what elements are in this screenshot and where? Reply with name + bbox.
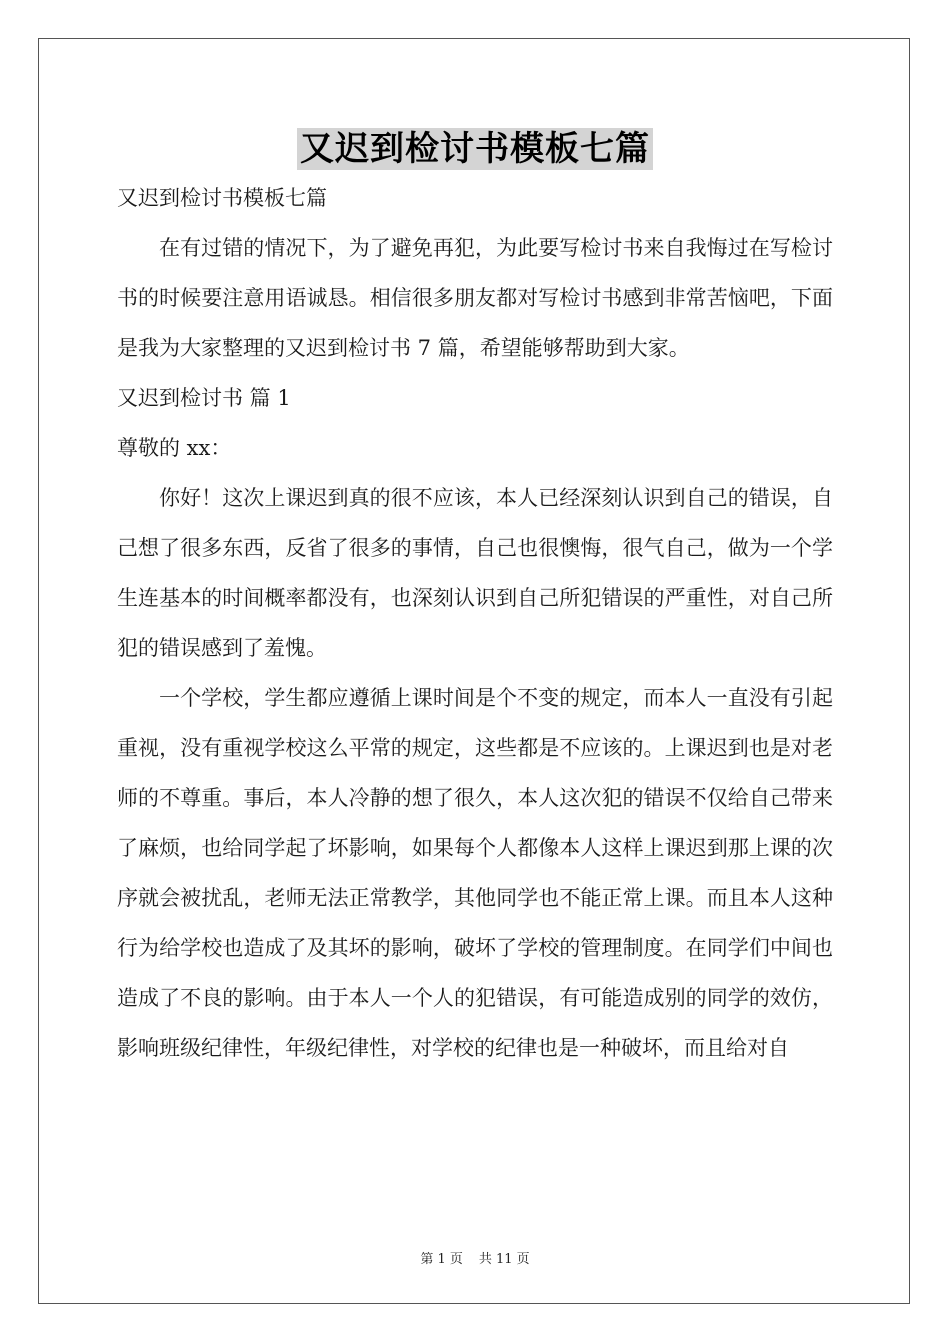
body-paragraph: 你好！这次上课迟到真的很不应该，本人已经深刻认识到自己的错误，自己想了很多东西，反省了很多的事情，自己也很懊悔，很气自己，做为一个学生连基本的时间概率都没有，也深刻认识到自己所犯错误的严重性，对自己所犯的错误感到了羞愧。 [117, 486, 833, 660]
page-number: 第 1 页 [420, 1252, 463, 1267]
salutation: 尊敬的 xx： [117, 436, 232, 460]
page-footer [0, 1248, 950, 1267]
document-title [0, 128, 950, 170]
intro-paragraph: 在有过错的情况下，为了避免再犯，为此要写检讨书来自我悔过在写检讨书的时候要注意用语诚恳。相信很多朋友都对写检讨书感到非常苦恼吧，下面是我为大家整理的又迟到检讨书 7 篇，希望能够帮助到大家。 [117, 236, 833, 360]
document-title-text: 又迟到检讨书模板七篇 [297, 128, 653, 170]
subtitle-line: 又迟到检讨书模板七篇 [117, 186, 327, 210]
document-body [117, 173, 833, 1073]
section-heading: 又迟到检讨书 篇 1 [117, 386, 291, 410]
total-pages: 共 11 页 [478, 1252, 530, 1267]
body-paragraph: 一个学校，学生都应遵循上课时间是个不变的规定，而本人一直没有引起重视，没有重视学校这么平常的规定，这些都是不应该的。上课迟到也是对老师的不尊重。事后，本人冷静的想了很久，本人这次犯的错误不仅给自己带来了麻烦，也给同学起了坏影响，如果每个人都像本人这样上课迟到那上课的次序就会被扰乱，老师无法正常教学，其他同学也不能正常上课。而且本人这种行为给学校也造成了及其坏的影响，破坏了学校的管理制度。在同学们中间也造成了不良的影响。由于本人一个人的犯错误，有可能造成别的同学的效仿，影响班级纪律性，年级纪律性，对学校的纪律也是一种破坏，而且给对自 [117, 686, 833, 1060]
